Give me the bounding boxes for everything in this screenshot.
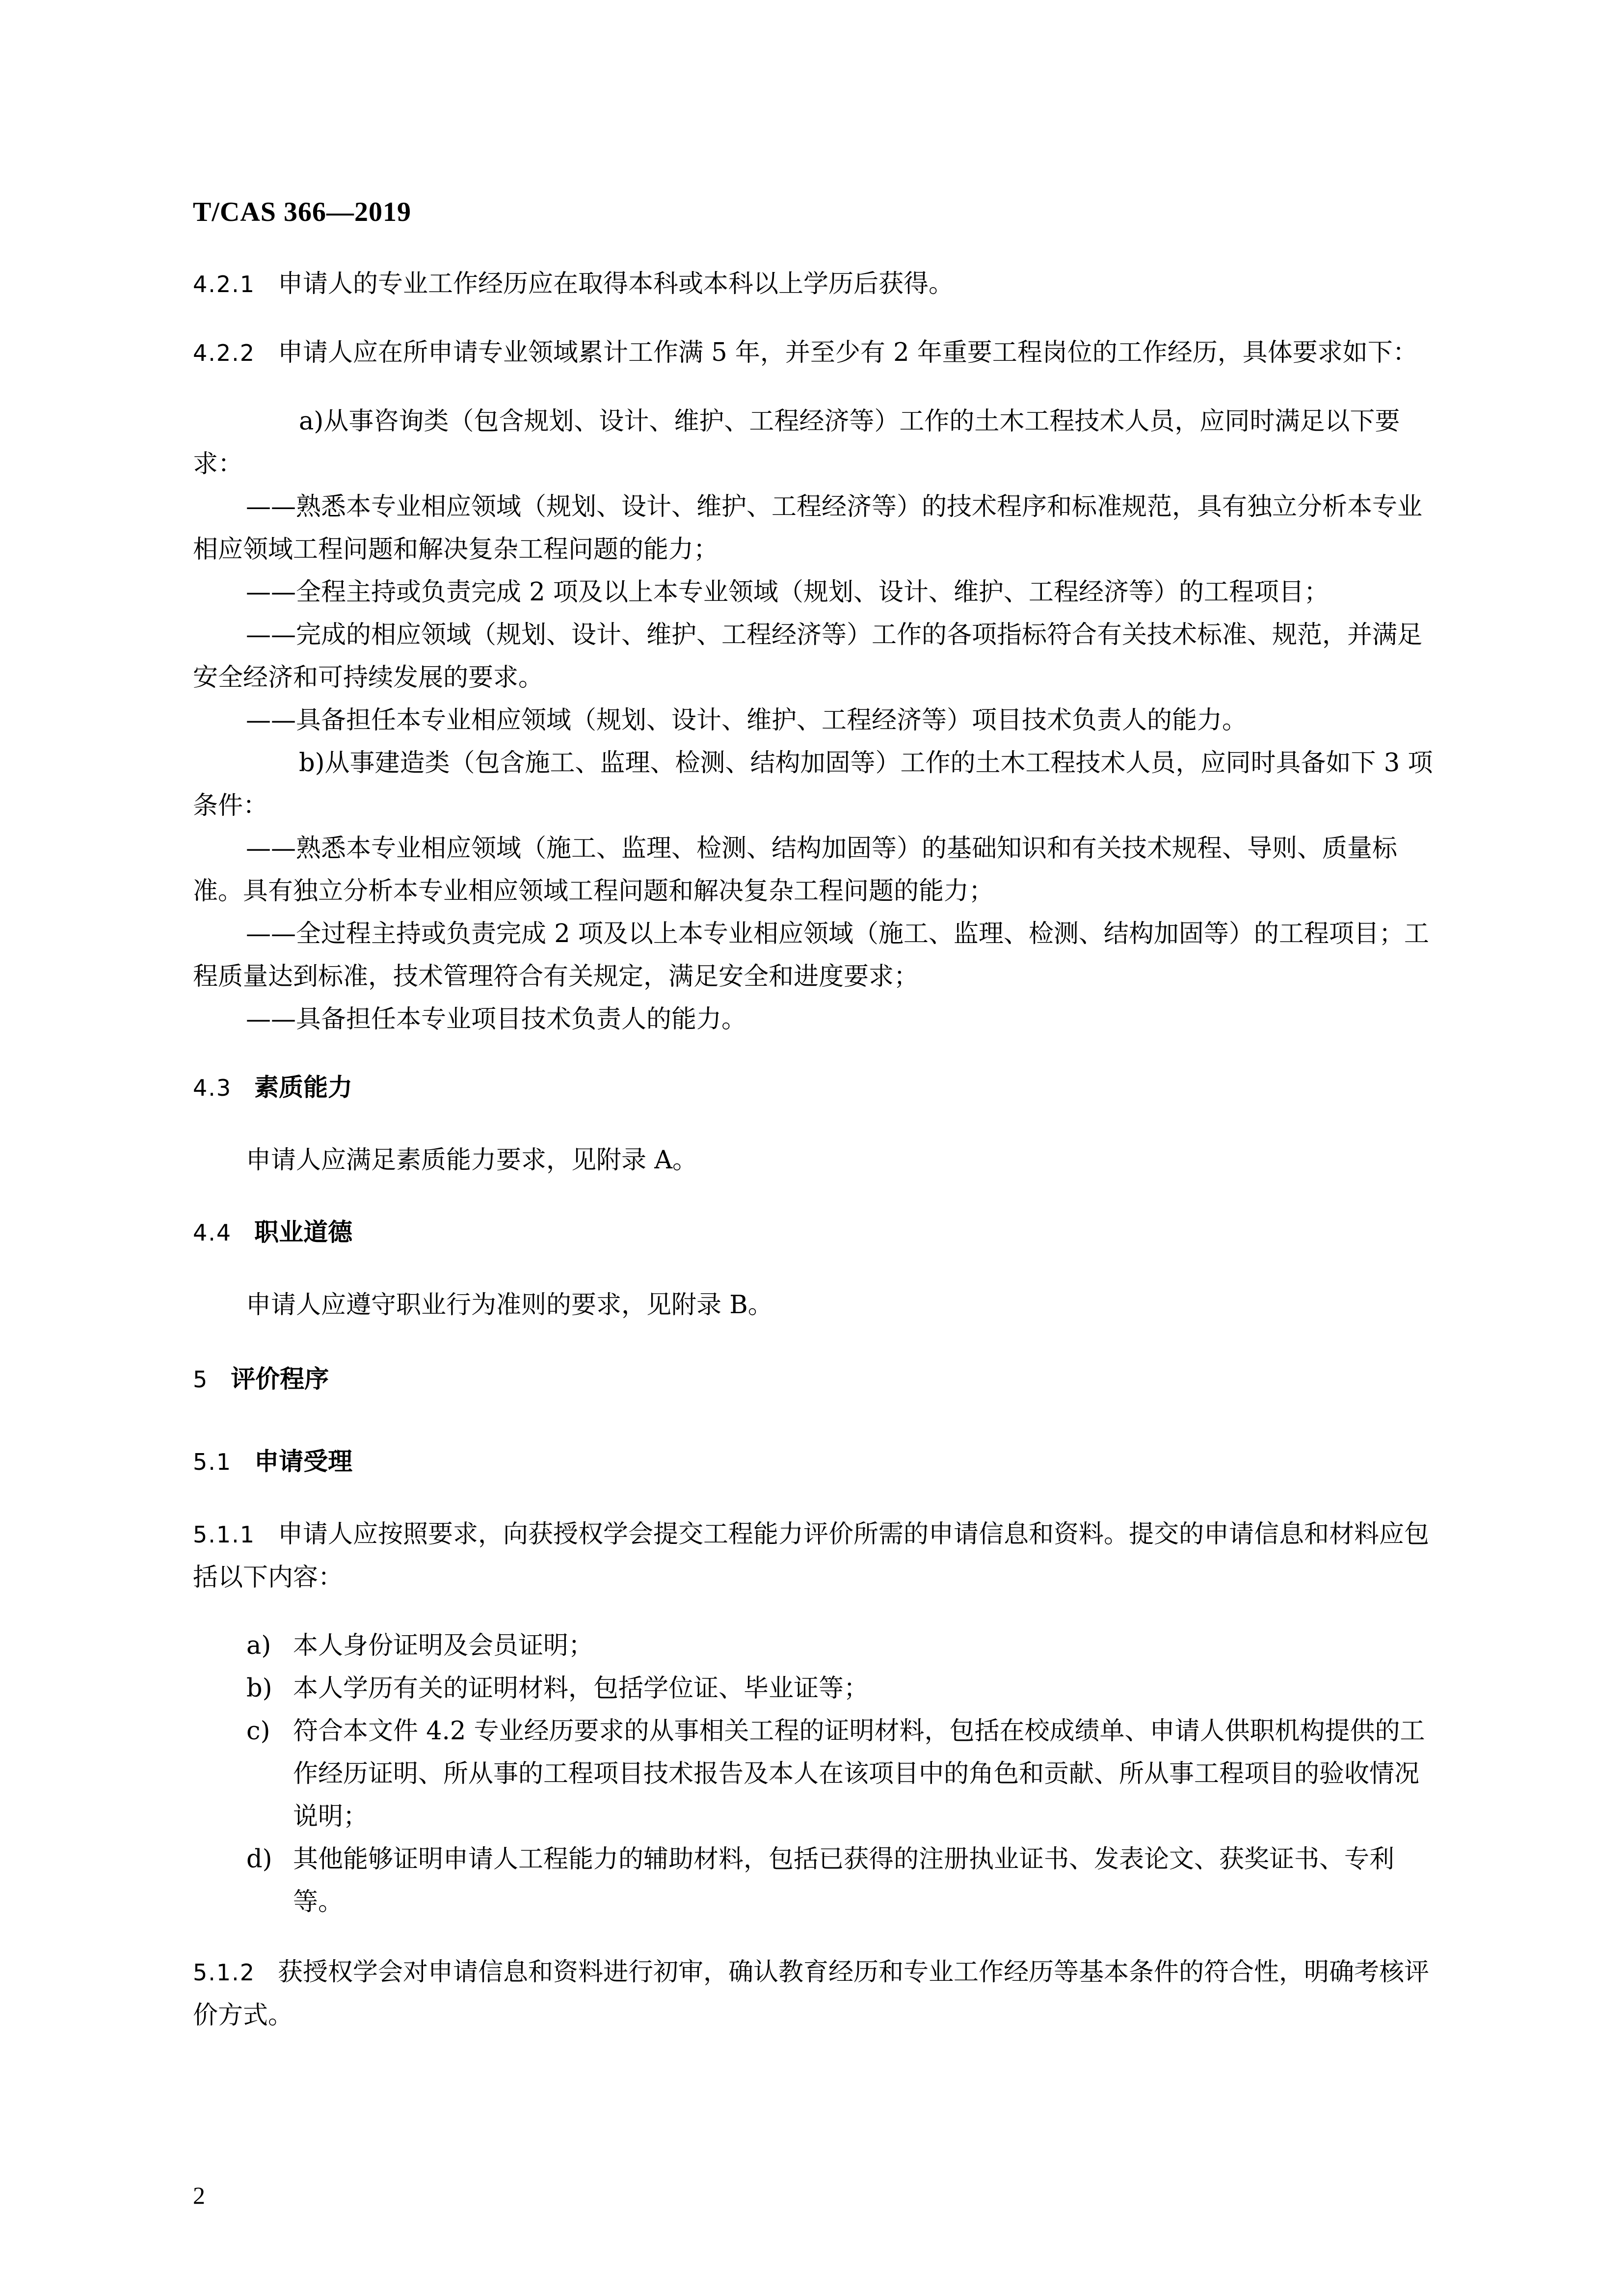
clause-number: 5.1.1 [193, 1521, 256, 1548]
list-letter: a) [246, 1631, 271, 1660]
list-text: 其他能够证明申请人工程能力的辅助材料，包括已获得的注册执业证书、发表论文、获奖证书、专利等。 [293, 1845, 1395, 1917]
clause-4-2-1 [193, 263, 1439, 306]
section-heading-4-3 [193, 1066, 1439, 1109]
chapter-heading-5 [193, 1358, 1439, 1401]
list-item [193, 742, 1439, 827]
section-number: 5.1 [193, 1449, 232, 1475]
requirements-list [193, 400, 1439, 1041]
section-title: 申请受理 [254, 1447, 353, 1476]
list-letter: a) [299, 407, 324, 436]
clause-text: 申请人应在所申请专业领域累计工作满 5 年，并至少有 2 年重要工程岗位的工作经历，具体要求如下： [278, 338, 1418, 367]
list-letter: b) [246, 1674, 272, 1703]
clause-text: 获授权学会对申请信息和资料进行初审，确认教育经历和专业工作经历等基本条件的符合性，明确考核评价方式。 [193, 1958, 1430, 2030]
list-text: 本人身份证明及会员证明； [293, 1631, 594, 1660]
clause-number: 5.1.2 [193, 1959, 256, 1986]
section-number: 4.4 [193, 1219, 232, 1246]
list-item [193, 1710, 1439, 1838]
section-title: 评价程序 [231, 1365, 329, 1393]
list-item [193, 1667, 1439, 1710]
clause-text: 申请人的专业工作经历应在取得本科或本科以上学历后获得。 [278, 270, 954, 298]
list-letter: c) [246, 1717, 270, 1746]
list-text: 从事建造类（包含施工、监理、检测、结构加固等）工作的土木工程技术人员，应同时具备如下 3 项条件： [193, 749, 1433, 820]
dash-item: ——具备担任本专业项目技术负责人的能力。 [246, 1005, 747, 1034]
document-body [193, 263, 1439, 2037]
dash-item: ——完成的相应领域（规划、设计、维护、工程经济等）工作的各项指标符合有关技术标准、规范，并满足安全经济和可持续发展的要求。 [193, 621, 1423, 692]
page-number: 2 [193, 2182, 205, 2209]
dash-item: ——具备担任本专业相应领域（规划、设计、维护、工程经济等）项目技术负责人的能力。 [246, 706, 1248, 735]
materials-list [193, 1624, 1439, 1923]
section-number: 5 [193, 1366, 209, 1393]
dash-item: ——全程主持或负责完成 2 项及以上本专业领域（规划、设计、维护、工程经济等）的工程项目； [246, 578, 1329, 607]
dash-item: ——熟悉本专业相应领域（施工、监理、检测、结构加固等）的基础知识和有关技术规程、导则、质量标准。具有独立分析本专业相应领域工程问题和解决复杂工程问题的能力； [193, 834, 1398, 906]
list-text: 本人学历有关的证明材料，包括学位证、毕业证等； [293, 1674, 869, 1703]
list-text: 从事咨询类（包含规划、设计、维护、工程经济等）工作的土木工程技术人员，应同时满足以下要求： [193, 407, 1400, 479]
section-title: 素质能力 [254, 1073, 353, 1102]
list-text: 符合本文件 4.2 专业经历要求的从事相关工程的证明材料，包括在校成绩单、申请人供职机构提供的工作经历证明、所从事的工程项目技术报告及本人在该项目中的角色和贡献、所从事工程项目的验收情况说明； [293, 1717, 1425, 1831]
list-item [193, 400, 1439, 486]
section-number: 4.3 [193, 1075, 232, 1101]
clause-4-2-2 [193, 331, 1439, 375]
list-letter: d) [246, 1845, 272, 1874]
section-body-4-3: 申请人应满足素质能力要求，见附录 A。 [246, 1146, 698, 1175]
list-letter: b) [299, 749, 325, 778]
dash-item: ——熟悉本专业相应领域（规划、设计、维护、工程经济等）的技术程序和标准规范，具有独立分析本专业相应领域工程问题和解决复杂工程问题的能力； [193, 492, 1423, 564]
section-heading-5-1 [193, 1440, 1439, 1484]
clause-5-1-2 [193, 1951, 1439, 2037]
list-item [193, 1838, 1439, 1923]
dash-item: ——全过程主持或负责完成 2 项及以上本专业相应领域（施工、监理、检测、结构加固等）的工程项目；工程质量达到标准，技术管理符合有关规定，满足安全和进度要求； [193, 919, 1429, 991]
clause-number: 4.2.1 [193, 271, 256, 297]
clause-number: 4.2.2 [193, 340, 256, 366]
list-item [193, 1624, 1439, 1667]
section-body-4-4: 申请人应遵守职业行为准则的要求，见附录 B。 [246, 1291, 773, 1320]
section-title: 职业道德 [254, 1218, 353, 1246]
clause-text: 申请人应按照要求，向获授权学会提交工程能力评价所需的申请信息和资料。提交的申请信息和材料应包括以下内容： [193, 1520, 1430, 1592]
clause-5-1-1 [193, 1513, 1439, 1599]
document-id-header: T/CAS 366—2019 [193, 197, 411, 227]
section-heading-4-4 [193, 1211, 1439, 1254]
